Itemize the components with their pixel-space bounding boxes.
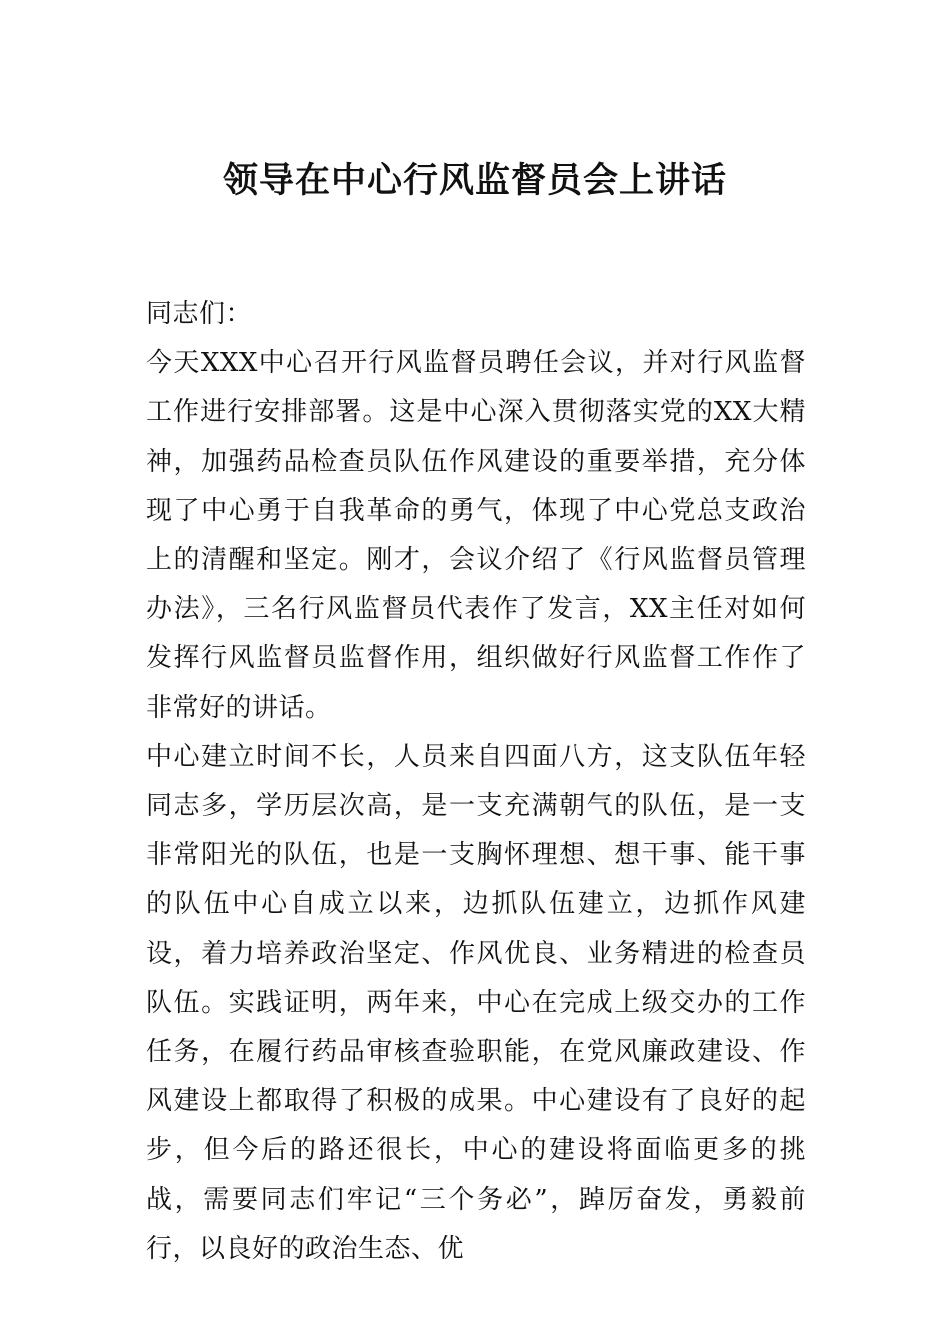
document-body: [146, 290, 806, 1274]
salutation: 同志们：: [146, 299, 253, 329]
paragraph: 中心建立时间不长，人员来自四面八方，这支队伍年轻同志多，学历层次高，是一支充满朝气的队伍，是一支非常阳光的队伍，也是一支胸怀理想、想干事、能干事的队伍中心自成立以来，边抓队伍建立，边抓作风建设，着力培养政治坚定、作风优良、业务精进的检查员队伍。实践证明，两年来，中心在完成上级交办的工作任务，在履行药品审核查验职能，在党风廉政建设、作风建设上都取得了积极的成果。中心建设有了良好的起步，但今后的路还很长，中心的建设将面临更多的挑战，需要同志们牢记“三个务必”，踔厉奋发，勇毅前行，以良好的政治生态、优: [146, 741, 806, 1264]
paragraph: 今天XXX中心召开行风监督员聘任会议，并对行风监督工作进行安排部署。这是中心深入贯彻落实党的XX大精神，加强药品检查员队伍作风建设的重要举措，充分体现了中心勇于自我革命的勇气，体现了中心党总支政治上的清醒和坚定。刚才，会议介绍了《行风监督员管理办法》，三名行风监督员代表作了发言，XX主任对如何发挥行风监督员监督作用，组织做好行风监督工作作了非常好的讲话。: [146, 348, 806, 723]
document-title: 领导在中心行风监督员会上讲话: [222, 161, 727, 201]
